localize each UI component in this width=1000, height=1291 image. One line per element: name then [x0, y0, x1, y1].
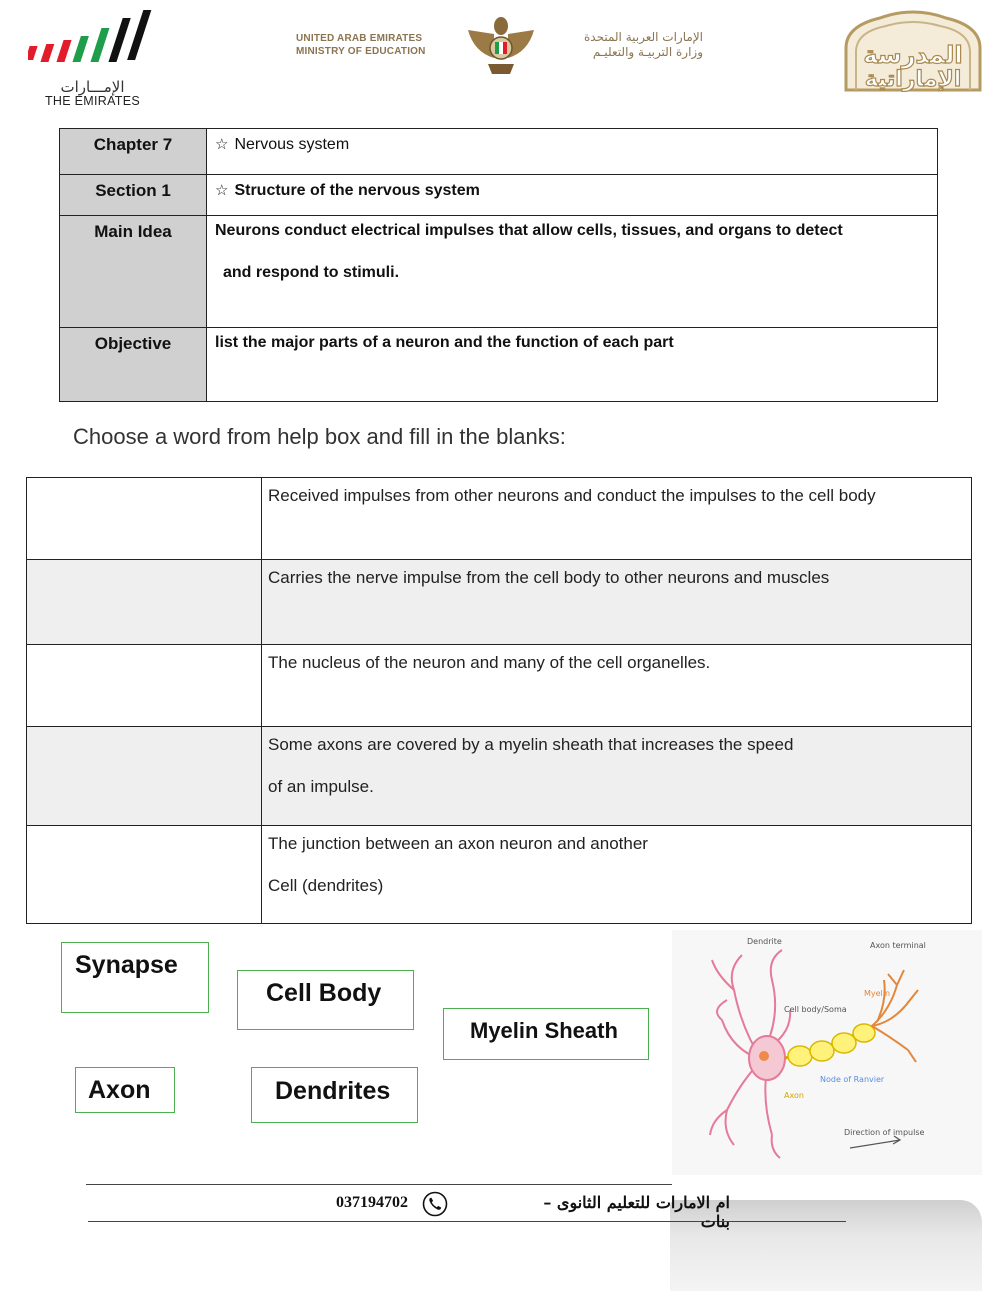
ministry-header: [296, 12, 706, 78]
emirates-logo: [28, 8, 158, 108]
table-row: [27, 478, 972, 560]
label-myelin: Myelin: [864, 989, 891, 998]
main-idea-row: [60, 216, 938, 328]
logo-english-text: THE EMIRATES: [44, 94, 141, 108]
section-label: Section 1: [60, 175, 207, 216]
table-row: [27, 560, 972, 645]
objective-value: list the major parts of a neuron and the function of each part: [207, 328, 938, 402]
star-icon: ☆: [215, 135, 229, 153]
section-value: Structure of the nervous system: [234, 182, 480, 199]
row-description: [262, 645, 972, 727]
main-idea-value: [207, 216, 938, 328]
logo-arabic-text: الإمـــارات: [60, 78, 125, 96]
star-icon: ☆: [215, 181, 229, 199]
instruction-text: Choose a word from help box and fill in the blanks:: [73, 424, 566, 449]
objective-row: [60, 328, 938, 402]
row-text: Received impulses from other neurons and conduct the impulses to the cell body: [268, 486, 876, 505]
main-idea-label: Main Idea: [60, 216, 207, 328]
answer-blank[interactable]: [27, 645, 262, 727]
word-axon[interactable]: Axon: [75, 1067, 175, 1113]
row-description: [262, 478, 972, 560]
table-row: [27, 645, 972, 727]
objective-label: Objective: [60, 328, 207, 402]
row-description: [262, 826, 972, 924]
emirati-school-logo: [840, 8, 986, 92]
fill-in-table: [26, 477, 972, 924]
label-node: Node of Ranvier: [820, 1075, 885, 1084]
school-name: ام الامارات للتعليم الثانوى – بنات: [543, 1193, 730, 1231]
row-text: Carries the nerve impulse from the cell body to other neurons and muscles: [268, 568, 830, 587]
phone-icon: [422, 1191, 448, 1217]
main-idea-line2: and respond to stimuli.: [223, 264, 400, 281]
neuron-diagram: [672, 930, 982, 1175]
row-description: [262, 727, 972, 826]
footer-top-rule: [86, 1184, 672, 1185]
row-text-line2: of an impulse.: [268, 777, 374, 796]
answer-blank[interactable]: [27, 560, 262, 645]
table-row: [27, 727, 972, 826]
footer-bottom-rule: [88, 1221, 846, 1222]
row-text: The junction between an axon neuron and another: [268, 834, 648, 853]
axon-terminal-drawing: [872, 970, 918, 1062]
word-dendrites[interactable]: Dendrites: [251, 1067, 418, 1123]
phone-number: 037194702: [336, 1194, 408, 1211]
label-axon-terminal: Axon terminal: [870, 941, 926, 950]
flag-stripes-icon: [28, 8, 158, 80]
word-synapse[interactable]: Synapse: [61, 942, 209, 1013]
label-direction: Direction of impulse: [844, 1128, 925, 1137]
row-text-line2: Cell (dendrites): [268, 876, 384, 895]
main-idea-line1: Neurons conduct electrical impulses that allow cells, tissues, and organs to detect: [215, 222, 843, 239]
answer-blank[interactable]: [27, 826, 262, 924]
lesson-info-table: [59, 128, 938, 402]
nucleus-drawing: [759, 1051, 769, 1061]
ministry-ar-line1: الإمارات العربية المتحدة: [584, 30, 703, 44]
answer-blank[interactable]: [27, 727, 262, 826]
school-logo-line2: الإماراتية: [864, 67, 962, 92]
ministry-ar-line2: وزارة التربيـة والتعليـم: [592, 45, 703, 59]
section-row: [60, 175, 938, 216]
table-row: [27, 826, 972, 924]
ministry-arabic: [558, 30, 703, 60]
chapter-label: Chapter 7: [60, 129, 207, 175]
row-description: [262, 560, 972, 645]
chapter-value: Nervous system: [234, 136, 350, 153]
chapter-row: [60, 129, 938, 175]
ministry-english: [296, 32, 426, 58]
uae-emblem-icon: [464, 12, 538, 78]
row-text: Some axons are covered by a myelin sheath that increases the speed: [268, 735, 794, 754]
label-axon: Axon: [784, 1091, 804, 1100]
chapter-value-cell: [207, 129, 938, 175]
answer-blank[interactable]: [27, 478, 262, 560]
section-value-cell: [207, 175, 938, 216]
row-text: The nucleus of the neuron and many of the cell organelles.: [268, 653, 711, 672]
label-cell-body: Cell body/Soma: [784, 1005, 847, 1014]
direction-arrow-icon: [850, 1140, 900, 1148]
myelin-drawing: [788, 1024, 875, 1066]
ministry-en-line1: UNITED ARAB EMIRATES: [296, 33, 423, 44]
word-myelin-sheath[interactable]: Myelin Sheath: [443, 1008, 649, 1060]
school-logo-line1: المدرسة: [863, 41, 963, 69]
word-cell-body[interactable]: Cell Body: [237, 970, 414, 1030]
ministry-en-line2: MINISTRY OF EDUCATION: [296, 46, 426, 57]
label-dendrite: Dendrite: [747, 937, 782, 946]
